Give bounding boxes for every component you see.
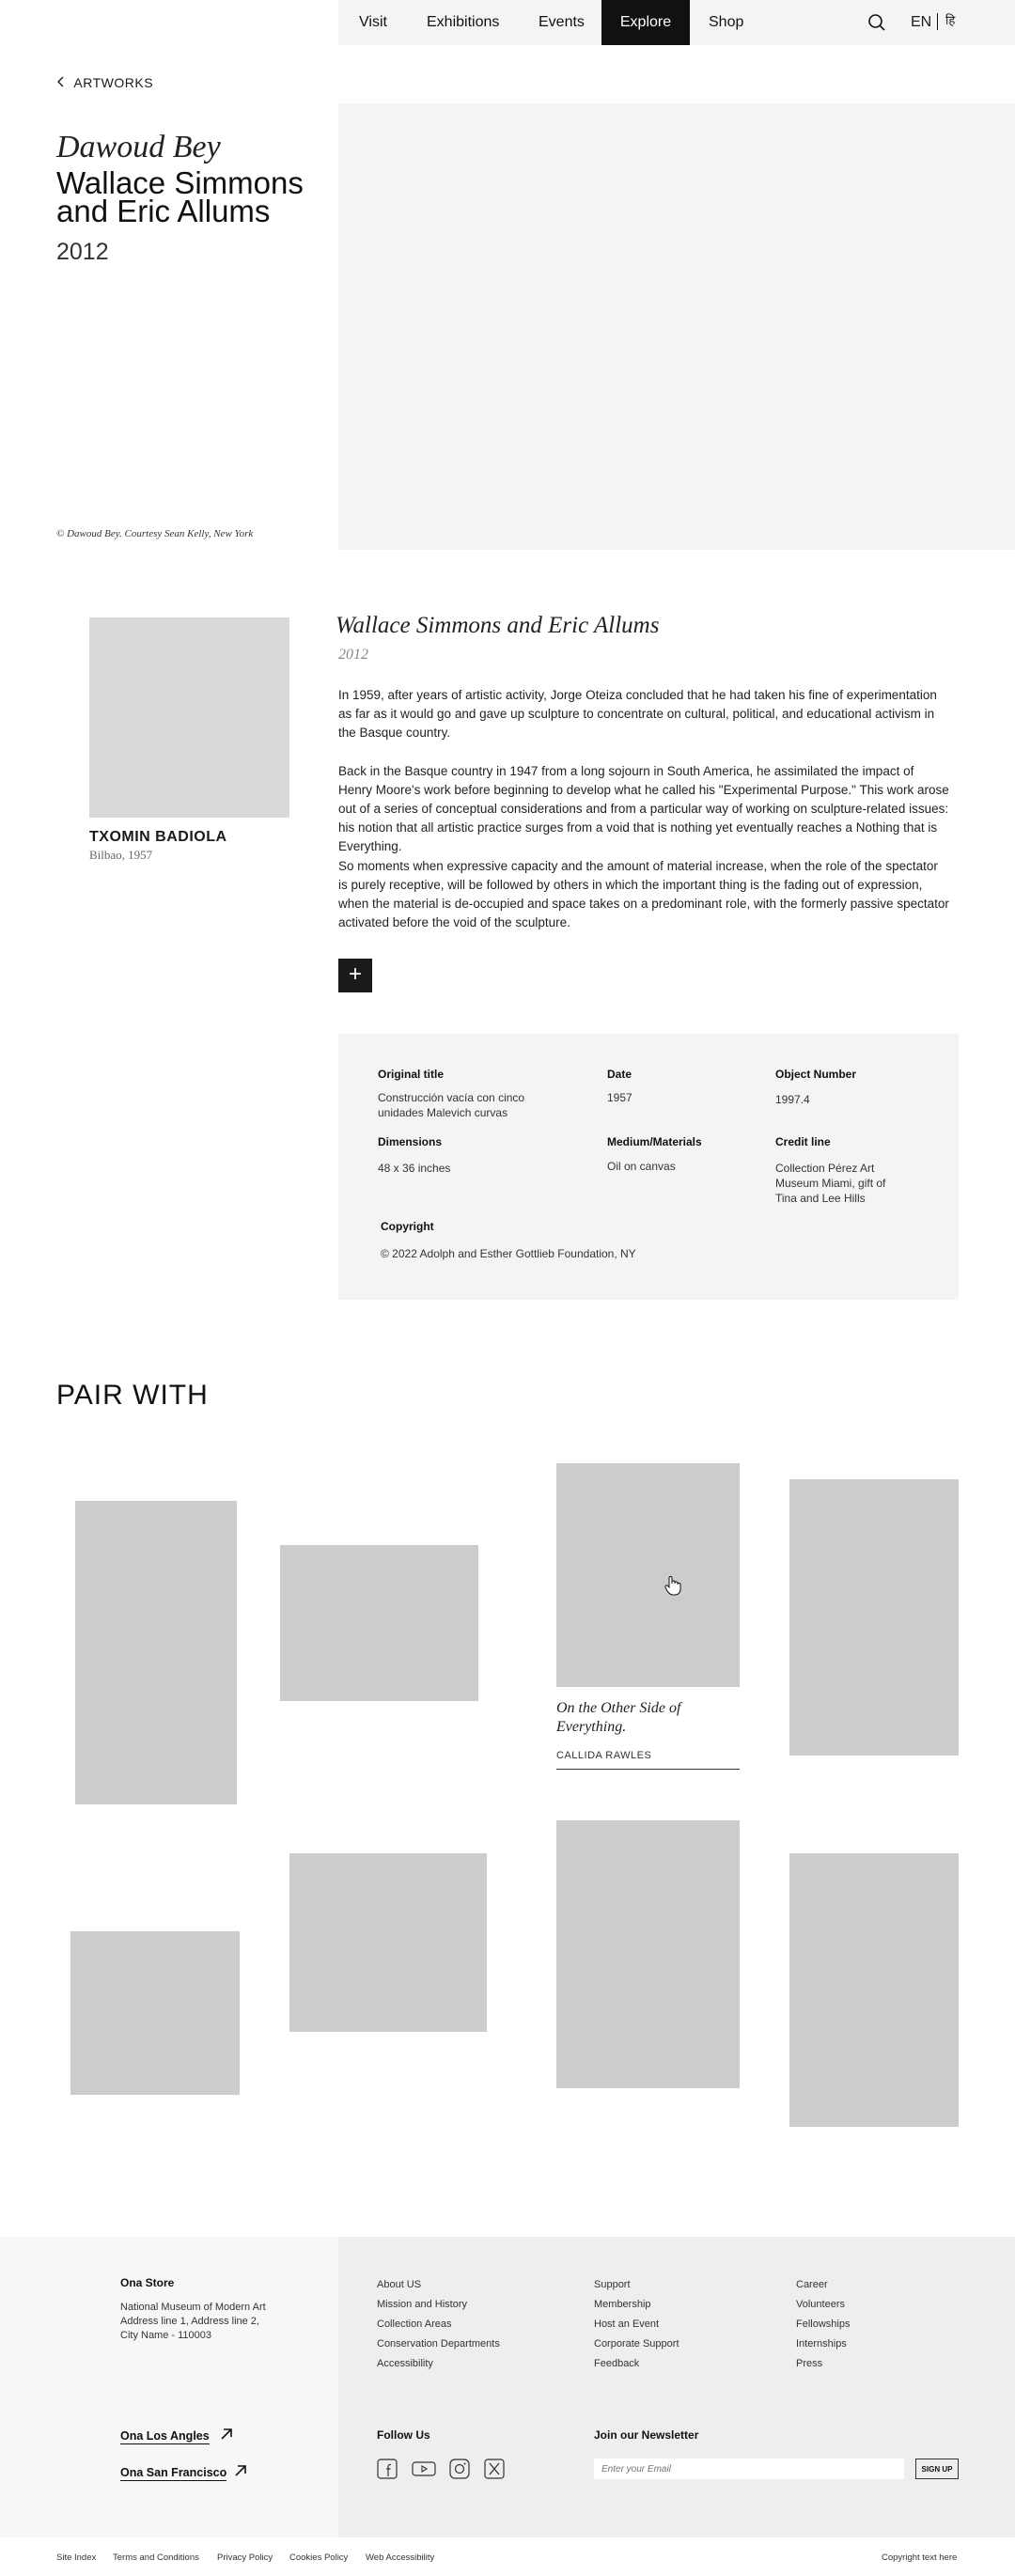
- pair-with-heading: PAIR WITH: [56, 1380, 209, 1411]
- expand-button[interactable]: +: [338, 959, 372, 992]
- footer-link[interactable]: Volunteers: [796, 2299, 845, 2310]
- language-divider: [937, 13, 938, 30]
- footer-link[interactable]: Fellowships: [796, 2318, 851, 2330]
- footer-store-address-line: Address line 1, Address line 2,: [120, 2316, 259, 2327]
- description-paragraph: In 1959, after years of artistic activity, Jorge Oteiza concluded that he had taken his fine of experimentation as far as it would go and gave up sculpture to concentrate on cultural, political, and educational activism in the Basque country.: [338, 688, 937, 741]
- pair-artwork-tile[interactable]: [556, 1463, 740, 1687]
- footer-link[interactable]: Career: [796, 2279, 828, 2290]
- footer-location-sf-label: Ona San Francisco: [120, 2466, 227, 2479]
- back-to-artworks[interactable]: [56, 75, 153, 90]
- chevron-left-icon: [56, 75, 66, 90]
- pair-artwork-tile[interactable]: [75, 1501, 237, 1804]
- footer-location-la[interactable]: [120, 2428, 232, 2444]
- copyright-value: © 2022 Adolph and Esther Gottlieb Foundation, NY: [381, 1247, 636, 1260]
- pair-artwork-tile[interactable]: [70, 1931, 240, 2095]
- artwork-details-panel: [338, 1034, 959, 1300]
- footer-bottom-link[interactable]: Privacy Policy: [217, 2553, 273, 2563]
- footer-location-sf[interactable]: [120, 2464, 246, 2481]
- pair-featured-title[interactable]: On the Other Side of Everything.: [556, 1700, 681, 1735]
- arrow-up-right-icon: [235, 2464, 246, 2481]
- artwork-image[interactable]: [338, 103, 1015, 550]
- search-icon[interactable]: [867, 13, 886, 37]
- footer-link[interactable]: Internships: [796, 2338, 847, 2350]
- credit-line-label: Credit line: [775, 1135, 831, 1148]
- instagram-icon[interactable]: [449, 2459, 470, 2484]
- footer-bottom-link[interactable]: Web Accessibility: [366, 2553, 435, 2563]
- footer-store-address-line: City Name - 110003: [120, 2330, 212, 2341]
- footer-bottom-link[interactable]: Terms and Conditions: [113, 2553, 199, 2563]
- artwork-title: Wallace Simmons and Eric Allums: [56, 165, 304, 228]
- artist-card-birth: Bilbao, 1957: [89, 848, 153, 862]
- medium-value: Oil on canvas: [607, 1160, 676, 1173]
- footer-location-la-label: Ona Los Angles: [120, 2429, 210, 2443]
- facebook-icon[interactable]: [377, 2459, 398, 2484]
- footer-link[interactable]: Feedback: [594, 2358, 640, 2369]
- description-title: Wallace Simmons and Eric Allums: [336, 613, 660, 638]
- artist-card-name[interactable]: TXOMIN BADIOLA: [89, 829, 227, 845]
- description-year: 2012: [338, 647, 368, 663]
- footer-bottom-link[interactable]: Site Index: [56, 2553, 97, 2563]
- date-value: 1957: [607, 1091, 632, 1104]
- nav-explore[interactable]: Explore: [601, 0, 690, 45]
- date-label: Date: [607, 1068, 632, 1081]
- footer-link[interactable]: Membership: [594, 2299, 651, 2310]
- pair-artwork-tile[interactable]: [289, 1853, 487, 2032]
- back-label: ARTWORKS: [73, 75, 154, 90]
- footer-link[interactable]: About US: [377, 2279, 422, 2290]
- pair-featured-underline: [556, 1769, 740, 1770]
- artist-name[interactable]: Dawoud Bey: [56, 130, 221, 164]
- footer-newsletter-title: Join our Newsletter: [594, 2428, 699, 2442]
- dimensions-value: 48 x 36 inches: [378, 1162, 451, 1175]
- x-twitter-icon[interactable]: [484, 2459, 505, 2484]
- footer-link[interactable]: Conservation Departments: [377, 2338, 500, 2350]
- footer-link[interactable]: Mission and History: [377, 2299, 467, 2310]
- footer-follow-title: Follow Us: [377, 2428, 430, 2442]
- artist-portrait[interactable]: [89, 617, 289, 818]
- object-number-label: Object Number: [775, 1068, 857, 1081]
- dimensions-label: Dimensions: [378, 1135, 443, 1148]
- footer-link[interactable]: Press: [796, 2358, 823, 2369]
- description-paragraph: Back in the Basque country in 1947 from a long sojourn in South America, he assimilated the impact of Henry Moore's work before beginning to develop what he called his "Experimental Purpose." This work arose out of a series of conceptual considerations and from a particular way of working on sculpture-related issues: his notion that all artistic practice surges from a void that is nothing yet eventually reaches a Nothing that is Everything.: [338, 763, 949, 854]
- credit-line-value: Collection Pérez Art Museum Miami, gift of Tina and Lee Hills: [775, 1162, 886, 1205]
- footer-store-title: Ona Store: [120, 2276, 175, 2289]
- footer-link[interactable]: Collection Areas: [377, 2318, 452, 2330]
- pair-artwork-tile[interactable]: [556, 1820, 740, 2088]
- pair-artwork-tile[interactable]: [280, 1545, 478, 1701]
- original-title-value: Construcción vacía con cinco unidades Malevich curvas: [378, 1091, 525, 1119]
- footer-bottom-link[interactable]: Cookies Policy: [289, 2553, 349, 2563]
- copyright-label: Copyright: [381, 1220, 434, 1233]
- pair-artwork-tile[interactable]: [789, 1853, 959, 2127]
- arrow-up-right-icon: [221, 2428, 232, 2444]
- hand-cursor-icon: [664, 1575, 682, 1600]
- footer-store-address-line: National Museum of Modern Art: [120, 2302, 266, 2313]
- top-navigation: [338, 0, 1015, 45]
- nav-events[interactable]: Events: [539, 14, 585, 30]
- newsletter-signup-button[interactable]: SIGN UP: [915, 2459, 959, 2479]
- description-body: [338, 686, 949, 932]
- pair-featured-artist[interactable]: CALLIDA RAWLES: [556, 1750, 652, 1761]
- object-number-value: 1997.4: [775, 1093, 810, 1106]
- newsletter-email-input[interactable]: [594, 2459, 904, 2479]
- nav-visit[interactable]: Visit: [359, 14, 387, 30]
- nav-exhibitions[interactable]: Exhibitions: [427, 14, 500, 30]
- nav-shop[interactable]: Shop: [709, 14, 744, 30]
- youtube-icon[interactable]: [412, 2459, 436, 2484]
- footer-right-panel: [338, 2237, 1015, 2537]
- footer-link[interactable]: Host an Event: [594, 2318, 660, 2330]
- artwork-year: 2012: [56, 239, 109, 265]
- original-title-label: Original title: [378, 1068, 445, 1081]
- footer-copyright: Copyright text here: [882, 2553, 958, 2563]
- language-en[interactable]: EN: [911, 14, 932, 30]
- language-hi[interactable]: हि: [945, 13, 956, 27]
- image-credit: © Dawoud Bey. Courtesy Sean Kelly, New York: [56, 528, 254, 539]
- footer-link[interactable]: Accessibility: [377, 2358, 433, 2369]
- medium-label: Medium/Materials: [607, 1135, 702, 1148]
- footer-link[interactable]: Support: [594, 2279, 631, 2290]
- footer-link[interactable]: Corporate Support: [594, 2338, 679, 2350]
- description-paragraph: So moments when expressive capacity and the amount of material increase, when the role of the spectator is purely receptive, will be followed by others in which the important thing is the fading out of expression, when the material is de-occupied and space takes on a predominant role, with the formerly passive spectator activated before the void of the sculpture.: [338, 858, 949, 930]
- pair-artwork-tile[interactable]: [789, 1479, 959, 1756]
